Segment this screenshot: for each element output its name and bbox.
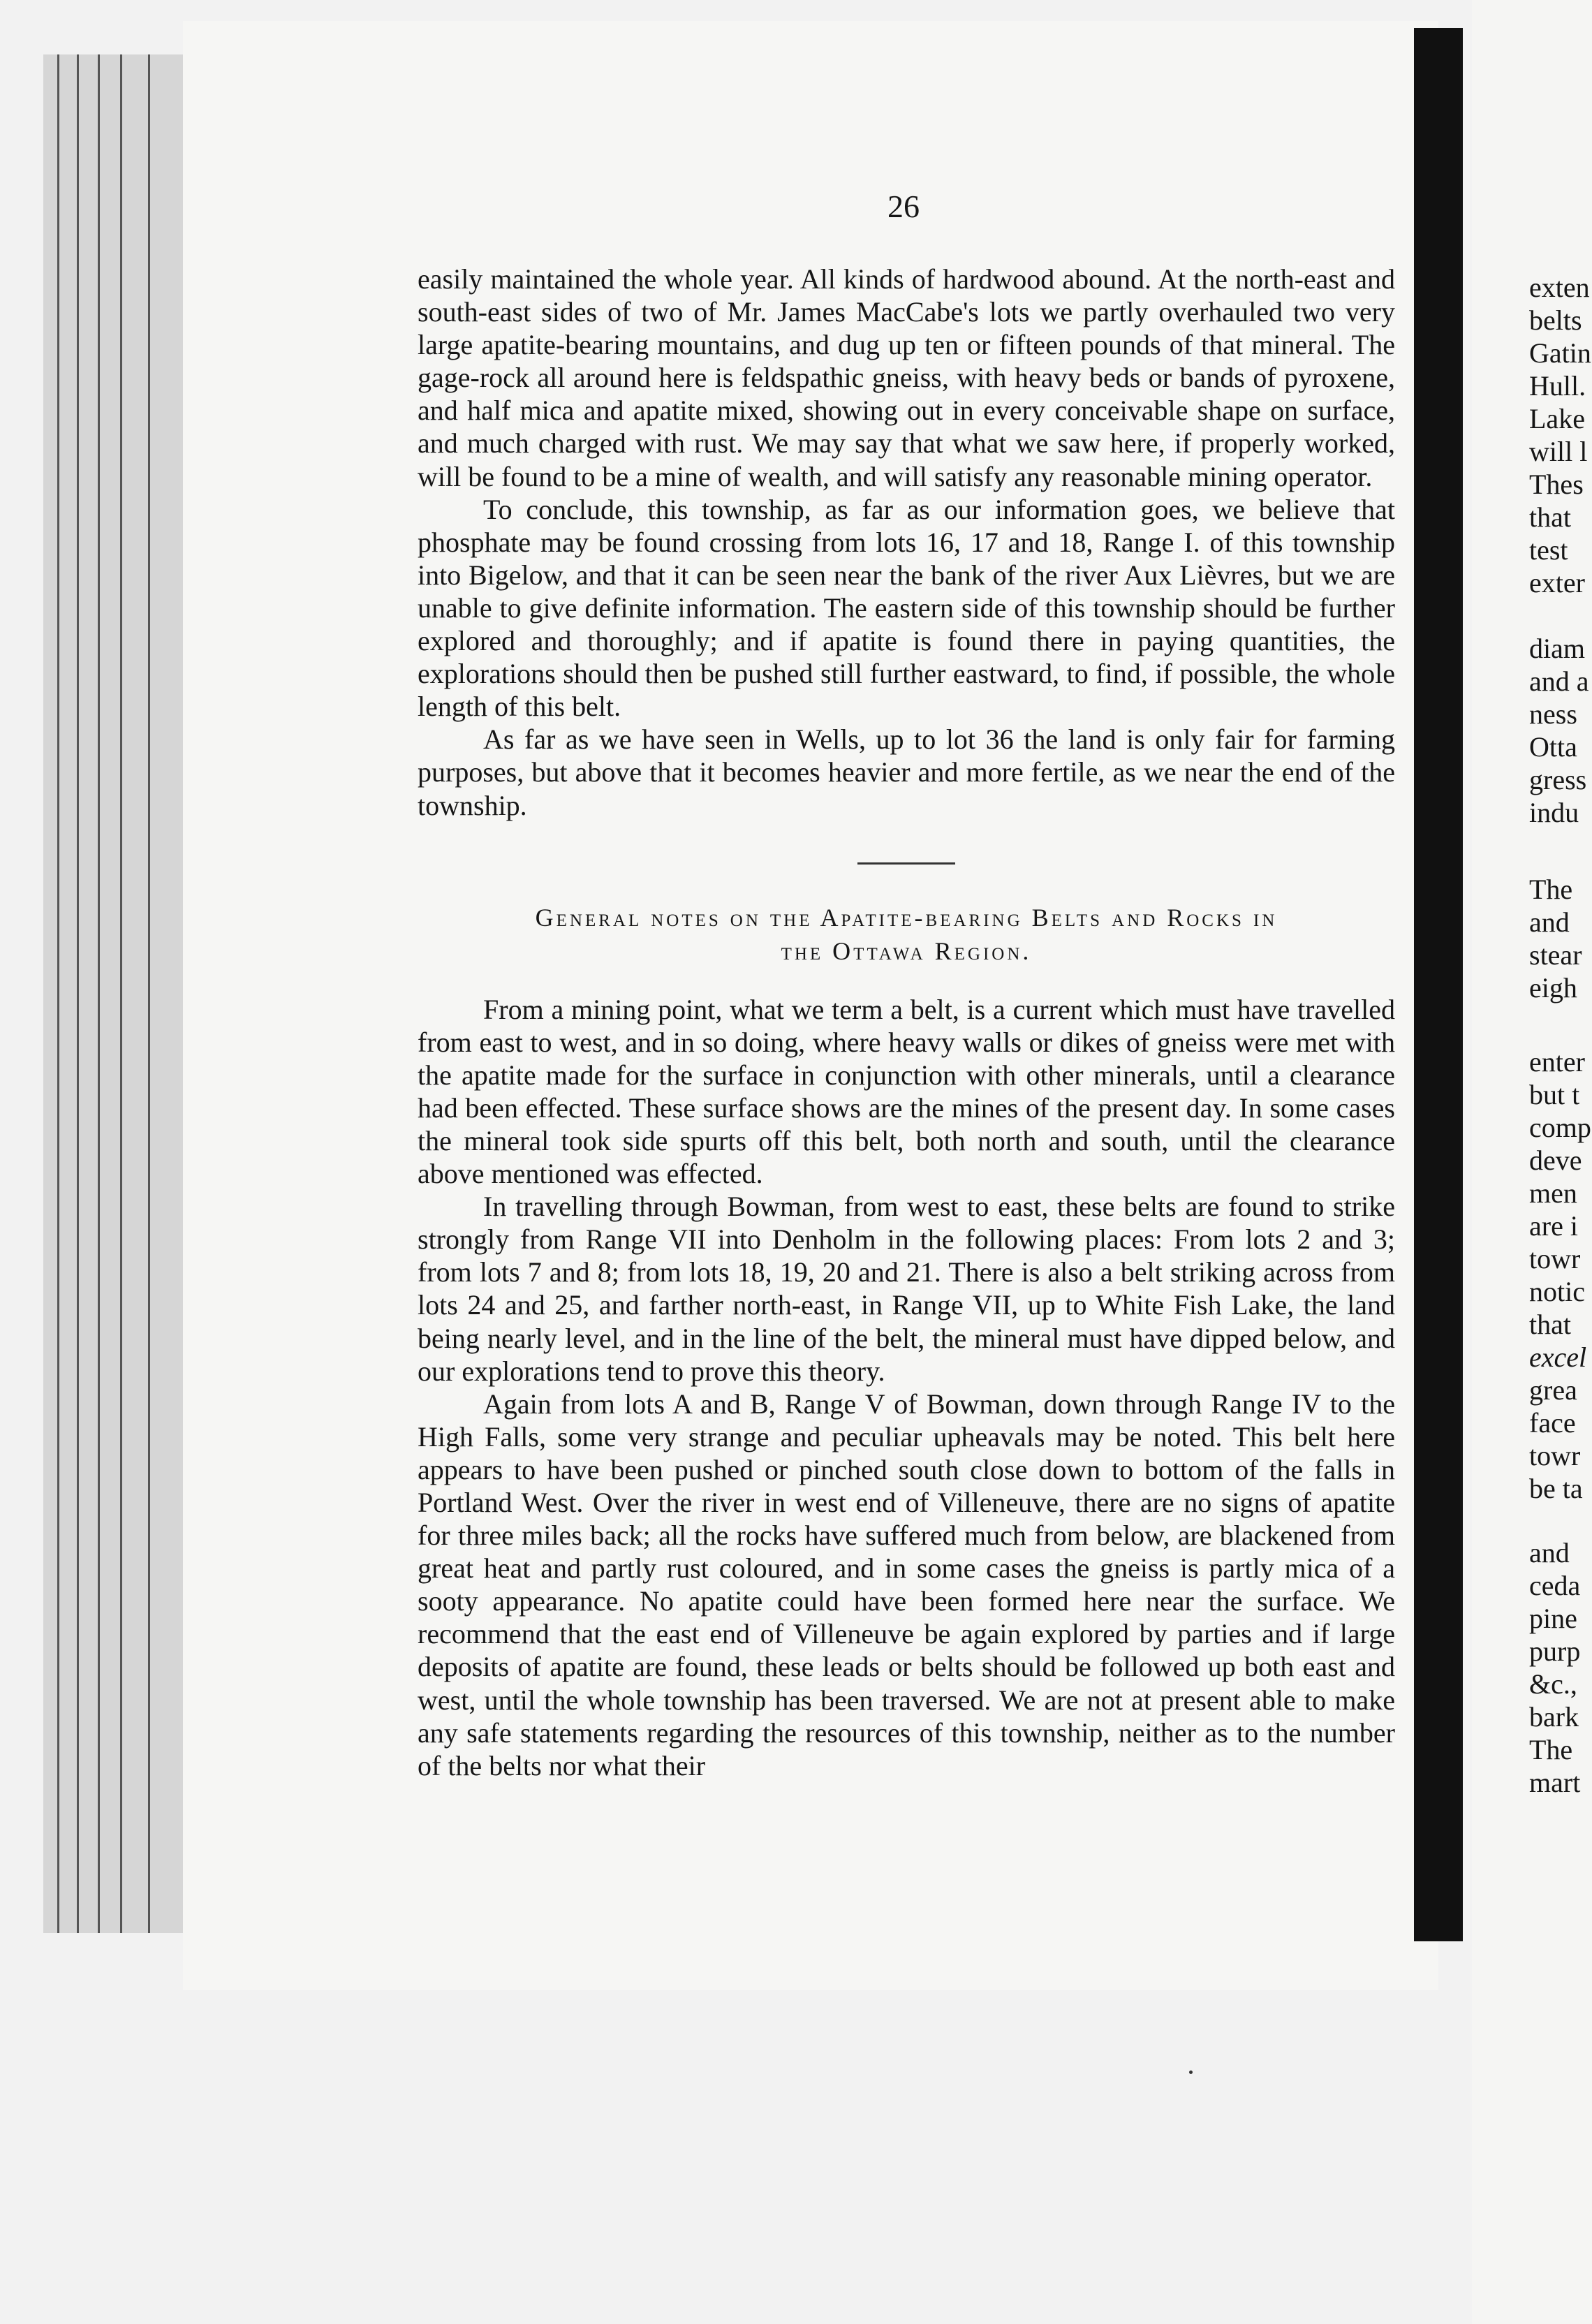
facing-page-fragment: indu: [1529, 797, 1579, 828]
facing-page-fragment: excel: [1529, 1341, 1587, 1373]
facing-page-fragment: grea: [1529, 1374, 1577, 1406]
facing-page-fragment: will l: [1529, 436, 1588, 467]
facing-page-fragment: The: [1529, 1734, 1573, 1765]
facing-page-fragment: and: [1529, 906, 1570, 938]
facing-page-fragment: towr: [1529, 1243, 1581, 1274]
facing-page-fragment: &c.,: [1529, 1668, 1577, 1700]
paragraph-3: As far as we have seen in Wells, up to lot 36 the land is only fair for farming purposes, but above that it becomes heavier and more fertile, as we near the end of the township.: [418, 723, 1395, 821]
facing-page-fragment: and: [1529, 1537, 1570, 1568]
facing-page-fragment: be ta: [1529, 1473, 1583, 1504]
page-number: 26: [887, 189, 920, 224]
facing-page-fragment: purp: [1529, 1635, 1581, 1667]
paragraph-5: In travelling through Bowman, from west to east, these belts are found to strike strongly from Range VII into Denholm in the following places: From lots 2 and 3; from lots 7 and 8; from lots 18, 19, 20 and 21. There is also a belt striking across from lots 24 and 25, and farther north-east, in Range VII, up to White Fish Lake, the land being nearly level, and in the line of the belt, the mineral must have dipped below, and our explorations tend to prove this theory.: [418, 1191, 1395, 1387]
facing-page-fragment: Thes: [1529, 469, 1584, 500]
paragraph-4: From a mining point, what we term a belt, is a current which must have travelled from east to west, and in so doing, where heavy walls or dikes of gneiss were met with the apatite made for the surface in conjunction with other minerals, until a clearance had been effected. These surface shows are the mines of the present day. In some cases the mineral took side spurts off this belt, both north and south, until the clearance above mentioned was effected.: [418, 993, 1395, 1190]
book-binding: [43, 54, 183, 1933]
facing-page-fragment: notic: [1529, 1276, 1585, 1307]
facing-page-fragment: test: [1529, 534, 1568, 566]
facing-page-fragment: Otta: [1529, 731, 1577, 763]
facing-page-fragment: exter: [1529, 567, 1585, 598]
facing-page-fragment: pine: [1529, 1603, 1577, 1634]
facing-page-fragment: enter: [1529, 1046, 1585, 1078]
facing-page-fragment: towr: [1529, 1440, 1581, 1471]
facing-page-fragment: and a: [1529, 665, 1589, 697]
facing-page-fragment: men: [1529, 1177, 1577, 1209]
facing-page-fragment: stear: [1529, 939, 1582, 971]
facing-page-fragment: mart: [1529, 1767, 1581, 1798]
page-gutter-shadow: [1414, 28, 1463, 1941]
facing-page-fragment: but t: [1529, 1079, 1580, 1110]
paragraph-6: Again from lots A and B, Range V of Bowman, down through Range IV to the High Falls, some very strange and peculiar upheavals may be noted. This belt here appears to have been pushed or pinched south close down to bottom of the falls in Portland West. Over the river in west end of Villeneuve, there are no signs of apatite for three miles back; all the rocks have suffered much from below, are blackened from great heat and partly rust coloured, and in some cases the gneiss is partly mica of a sooty appearance. No apatite could have been formed here near the surface. We recommend that the east end of Villeneuve be again explored by parties and if large deposits of apatite are found, these leads or belts should be followed up both east and west, until the whole township has been traversed. We are not at present able to make any safe statements regarding the resources of this township, neither as to the number of the belts nor what their: [418, 1388, 1395, 1781]
section-heading-line-1: General notes on the Apatite-bearing Belts and Rocks in: [535, 903, 1278, 932]
facing-page-fragment: diam: [1529, 633, 1585, 664]
section-divider: [857, 862, 955, 865]
paragraph-1: easily maintained the whole year. All kinds of hardwood abound. At the north-east and south-east sides of two of Mr. James MacCabe's lots we partly overhauled two very large apatite-bearing mountains, and dug up ten or fifteen pounds of that mineral. The gage-rock all around here is feldspathic gneiss, with heavy beds or bands of pyroxene, and half mica and apatite mixed, showing out in every conceivable shape on surface, and much charged with rust. We may say that what we saw here, if properly worked, will be found to be a mine of wealth, and will satisfy any reasonable mining operator.: [418, 263, 1395, 492]
ink-speck: [1189, 2071, 1193, 2074]
facing-page-fragment: Hull.: [1529, 370, 1586, 402]
facing-page-fragment: gress: [1529, 764, 1587, 795]
facing-page-fragment: are i: [1529, 1210, 1578, 1242]
facing-page-fragment: ceda: [1529, 1570, 1581, 1601]
facing-page-fragment: face: [1529, 1407, 1576, 1439]
facing-page-fragment: eigh: [1529, 972, 1577, 1003]
facing-page-fragment: The: [1529, 874, 1573, 905]
text-column: [418, 263, 1395, 1782]
section-heading: [418, 901, 1395, 968]
facing-page-fragment: bark: [1529, 1701, 1579, 1733]
facing-page-fragment: Lake: [1529, 403, 1585, 434]
facing-page-fragment: that: [1529, 501, 1571, 533]
section-heading-line-2: the Ottawa Region.: [781, 936, 1032, 965]
facing-page-fragment: comp: [1529, 1112, 1591, 1143]
paragraph-2: To conclude, this township, as far as our information goes, we believe that phosphate may be found crossing from lots 16, 17 and 18, Range I. of this township into Bigelow, and that it can be seen near the bank of the river Aux Lièvres, but we are unable to give definite information. The eastern side of this township should be further explored and thoroughly; and if apatite is found there in paying quantities, the explorations should then be pushed still further eastward, to find, if possible, the whole length of this belt.: [418, 493, 1395, 723]
facing-page-fragment: deve: [1529, 1145, 1582, 1176]
facing-page-fragment: exten: [1529, 272, 1590, 303]
facing-page-fragment: Gatin: [1529, 337, 1591, 369]
facing-page-fragment: belts: [1529, 304, 1582, 336]
facing-page-fragment: ness: [1529, 698, 1577, 730]
facing-page-fragment: that: [1529, 1309, 1571, 1340]
